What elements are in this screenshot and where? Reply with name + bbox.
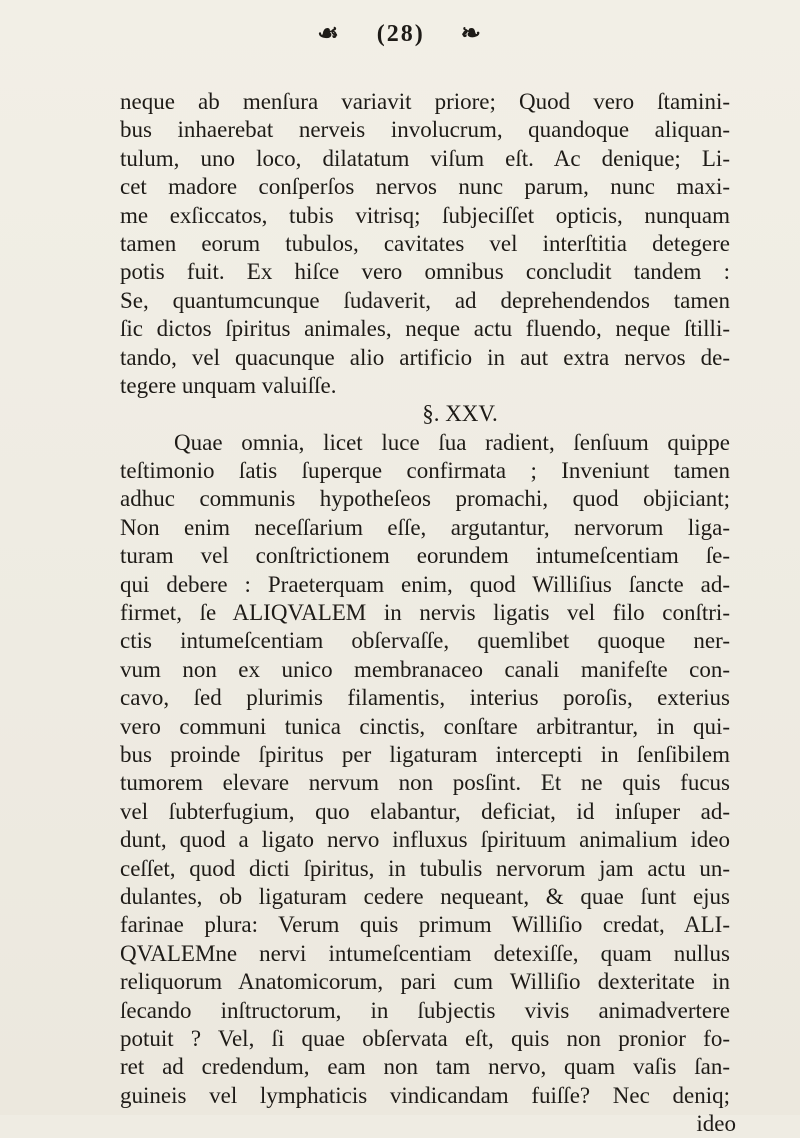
text-line: cet madore conſperſos nervos nunc parum, nunc maxi- <box>120 174 730 200</box>
text-line: tegere unquam valuiſſe. <box>120 372 337 398</box>
text-line: adhuc communis hypotheſeos promachi, quod objiciant; <box>120 486 730 512</box>
text-line: tando, vel quacunque alio artificio in aut extra nervos de- <box>120 344 730 370</box>
text-line: ſecando inſtructorum, in ſubjectis vivis animadvertere <box>120 997 730 1023</box>
text-line: bus inhaerebat nerveis involucrum, quandoque aliquan- <box>120 117 730 143</box>
text-line: reliquorum Anatomicorum, pari cum Williſio dexteritate in <box>120 969 730 995</box>
text-line: me exſiccatos, tubis vitrisq; ſubjeciſſet opticis, nunquam <box>120 202 730 228</box>
text-line: qui debere : Praeterquam enim, quod Williſius ſancte ad- <box>120 571 730 597</box>
text-line: ſic dictos ſpiritus animales, neque actu fluendo, neque ſtilli- <box>120 316 730 342</box>
catchword: ideo <box>696 1111 736 1137</box>
text-line: firmet, ſe ALIQVALEM in nervis ligatis vel filo conſtri- <box>120 600 730 626</box>
text-line: dunt, quod a ligato nervo influxus ſpirituum animalium ideo <box>120 827 730 853</box>
text-line: vero communi tunica cinctis, conſtare arbitrantur, in qui- <box>120 713 730 739</box>
text-line: tulum, uno loco, dilatatum viſum eſt. Ac denique; Li- <box>120 145 730 171</box>
right-ornament-icon: ❧ <box>460 21 483 47</box>
text-line: vel ſubterfugium, quo elabantur, deficiat, id inſuper ad- <box>120 798 730 824</box>
text-line: ret ad credendum, eam non tam nervo, quam vaſis ſan- <box>120 1054 730 1080</box>
text-line: turam vel conſtrictionem eorundem intumeſcentiam ſe- <box>120 543 730 569</box>
text-line: tumorem elevare nervum non posſint. Et ne quis fucus <box>120 770 730 796</box>
section-heading: §. XXV. <box>422 401 498 427</box>
page-header <box>0 10 800 58</box>
text-line: ctis intumeſcentiam obſervaſſe, quemlibet quoque ner- <box>120 628 730 654</box>
text-line: Se, quantumcunque ſudaverit, ad deprehendendos tamen <box>120 287 730 313</box>
text-line: neque ab menſura variavit priore; Quod vero ſtamini- <box>120 89 730 114</box>
text-line: teſtimonio ſatis ſuperque confirmata ; Inveniunt tamen <box>120 458 730 484</box>
text-line: guineis vel lymphaticis vindicandam fuiſſe? Nec deniq; <box>120 1082 730 1108</box>
left-ornament-icon: ☙ <box>317 21 341 47</box>
text-line: Non enim neceſſarium eſſe, argutantur, nervorum liga- <box>120 514 730 540</box>
text-line: vum non ex unico membranaceo canali manifeſte con- <box>120 656 730 682</box>
text-line: ceſſet, quod dicti ſpiritus, in tubulis nervorum jam actu un- <box>120 855 730 881</box>
text-line: bus proinde ſpiritus per ligaturam intercepti in ſenſibilem <box>120 741 730 767</box>
text-line: QVALEMne nervi intumeſcentiam detexiſſe, quam nullus <box>120 940 730 966</box>
body-text <box>120 88 736 1138</box>
page-number: (28) <box>376 21 425 47</box>
text-line: cavo, ſed plurimis filamentis, interius poroſis, exterius <box>120 685 730 711</box>
text-line: farinae plura: Verum quis primum Williſio credat, ALI- <box>120 912 730 938</box>
text-line: potis fuit. Ex hiſce vero omnibus concludit tandem : <box>120 259 730 285</box>
text-line: dulantes, ob ligaturam cedere nequeant, & quae ſunt ejus <box>120 883 730 909</box>
text-line: potuit ? Vel, ſi quae obſervata eſt, quis non pronior fo- <box>120 1025 730 1051</box>
text-line: Quae omnia, licet luce ſua radient, ſenſuum quippe <box>174 429 730 455</box>
text-line: tamen eorum tubulos, cavitates vel interſtitia detegere <box>120 230 730 256</box>
